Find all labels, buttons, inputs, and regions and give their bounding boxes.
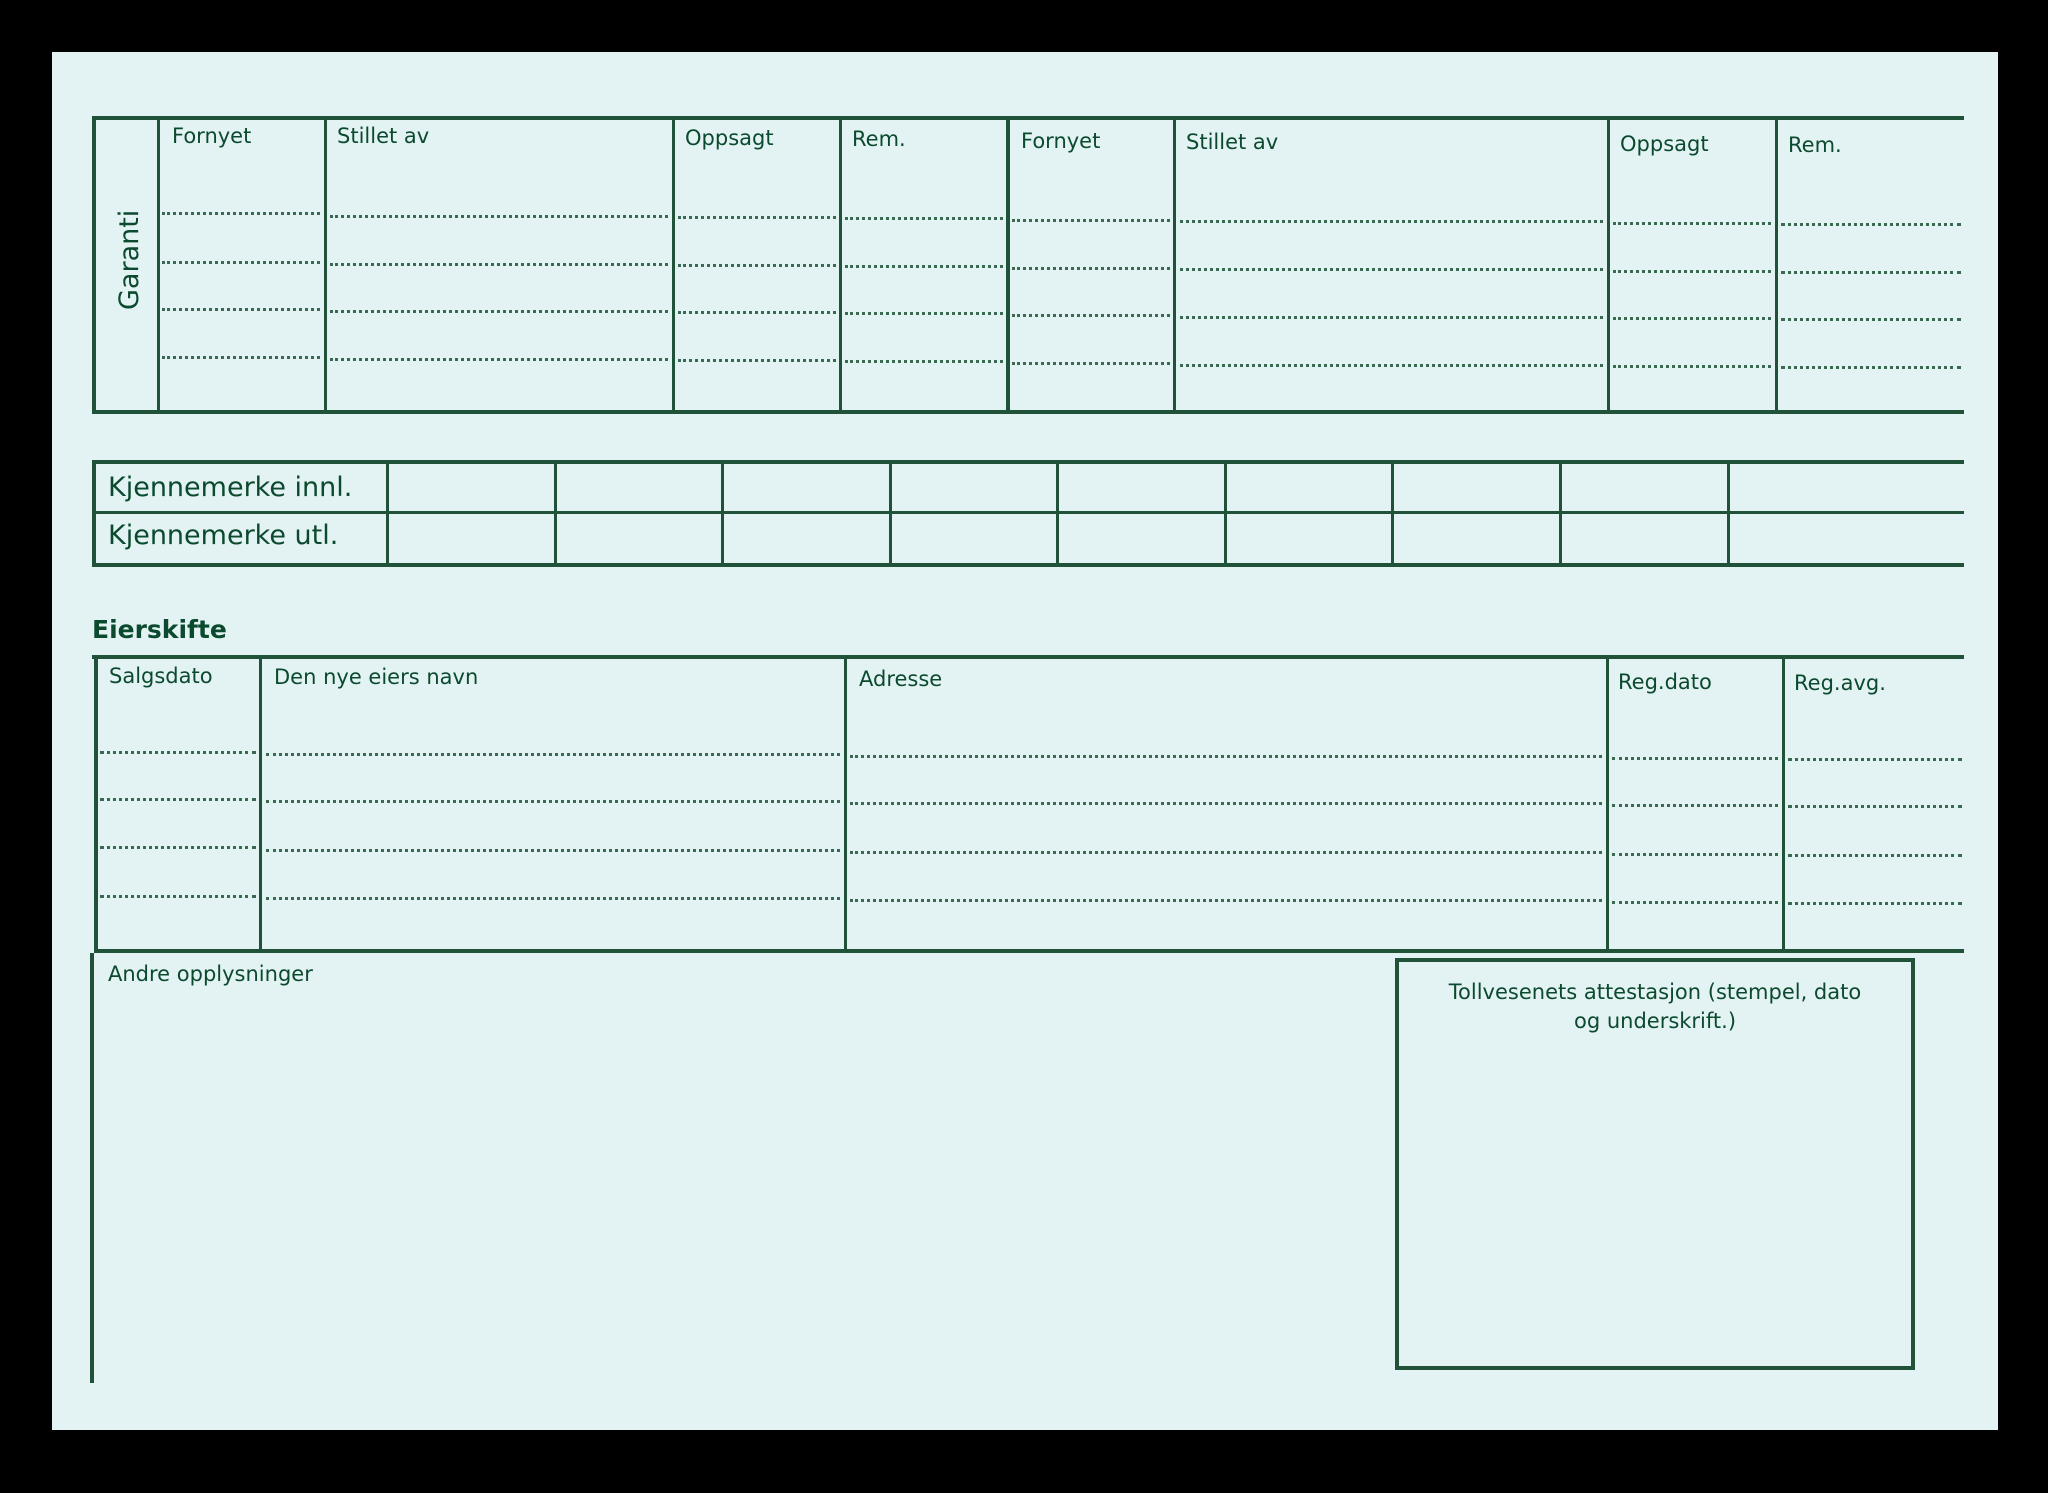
garanti-col-fornyet-left: Fornyet <box>172 124 252 148</box>
eierskifte-entry-area[interactable] <box>98 702 1962 947</box>
andre-opplysninger-entry[interactable] <box>98 997 1438 1377</box>
garanti-col-oppsagt-left: Oppsagt <box>685 126 774 150</box>
garanti-col-rem-right: Rem. <box>1788 133 1842 157</box>
eierskifte-col-salgsdato: Salgsdato <box>109 664 213 688</box>
toll-text-line1: Tollvesenets attestasjon (stempel, dato <box>1448 980 1862 1004</box>
garanti-entry-area-left[interactable] <box>160 182 1005 408</box>
kjennemerke-utl-label: Kjennemerke utl. <box>108 520 339 551</box>
garanti-col-stillet-av-left: Stillet av <box>337 124 430 148</box>
kjennemerke-innl-entry[interactable] <box>389 464 1962 510</box>
eierskifte-col-reg-avg: Reg.avg. <box>1794 671 1886 695</box>
garanti-col-rem-left: Rem. <box>852 127 906 151</box>
eierskifte-col-nye-eiers-navn: Den nye eiers navn <box>274 665 479 689</box>
garanti-label: Garanti <box>114 209 145 310</box>
kjennemerke-innl-label: Kjennemerke innl. <box>108 472 353 503</box>
kjennemerke-utl-entry[interactable] <box>389 514 1962 562</box>
tollvesenets-attestasjon-box[interactable] <box>1395 958 1915 1370</box>
eierskifte-col-reg-dato: Reg.dato <box>1618 670 1712 694</box>
toll-text-line2: og underskrift.) <box>1573 1009 1737 1033</box>
garanti-col-oppsagt-right: Oppsagt <box>1620 132 1709 156</box>
garanti-entry-area-right[interactable] <box>1010 182 1962 408</box>
eierskifte-title: Eierskifte <box>92 615 227 644</box>
garanti-col-fornyet-right: Fornyet <box>1021 129 1101 153</box>
andre-opplysninger-label: Andre opplysninger <box>108 962 313 986</box>
garanti-col-stillet-av-right: Stillet av <box>1186 130 1279 154</box>
eierskifte-col-adresse: Adresse <box>859 667 943 691</box>
form-card <box>52 52 1998 1430</box>
